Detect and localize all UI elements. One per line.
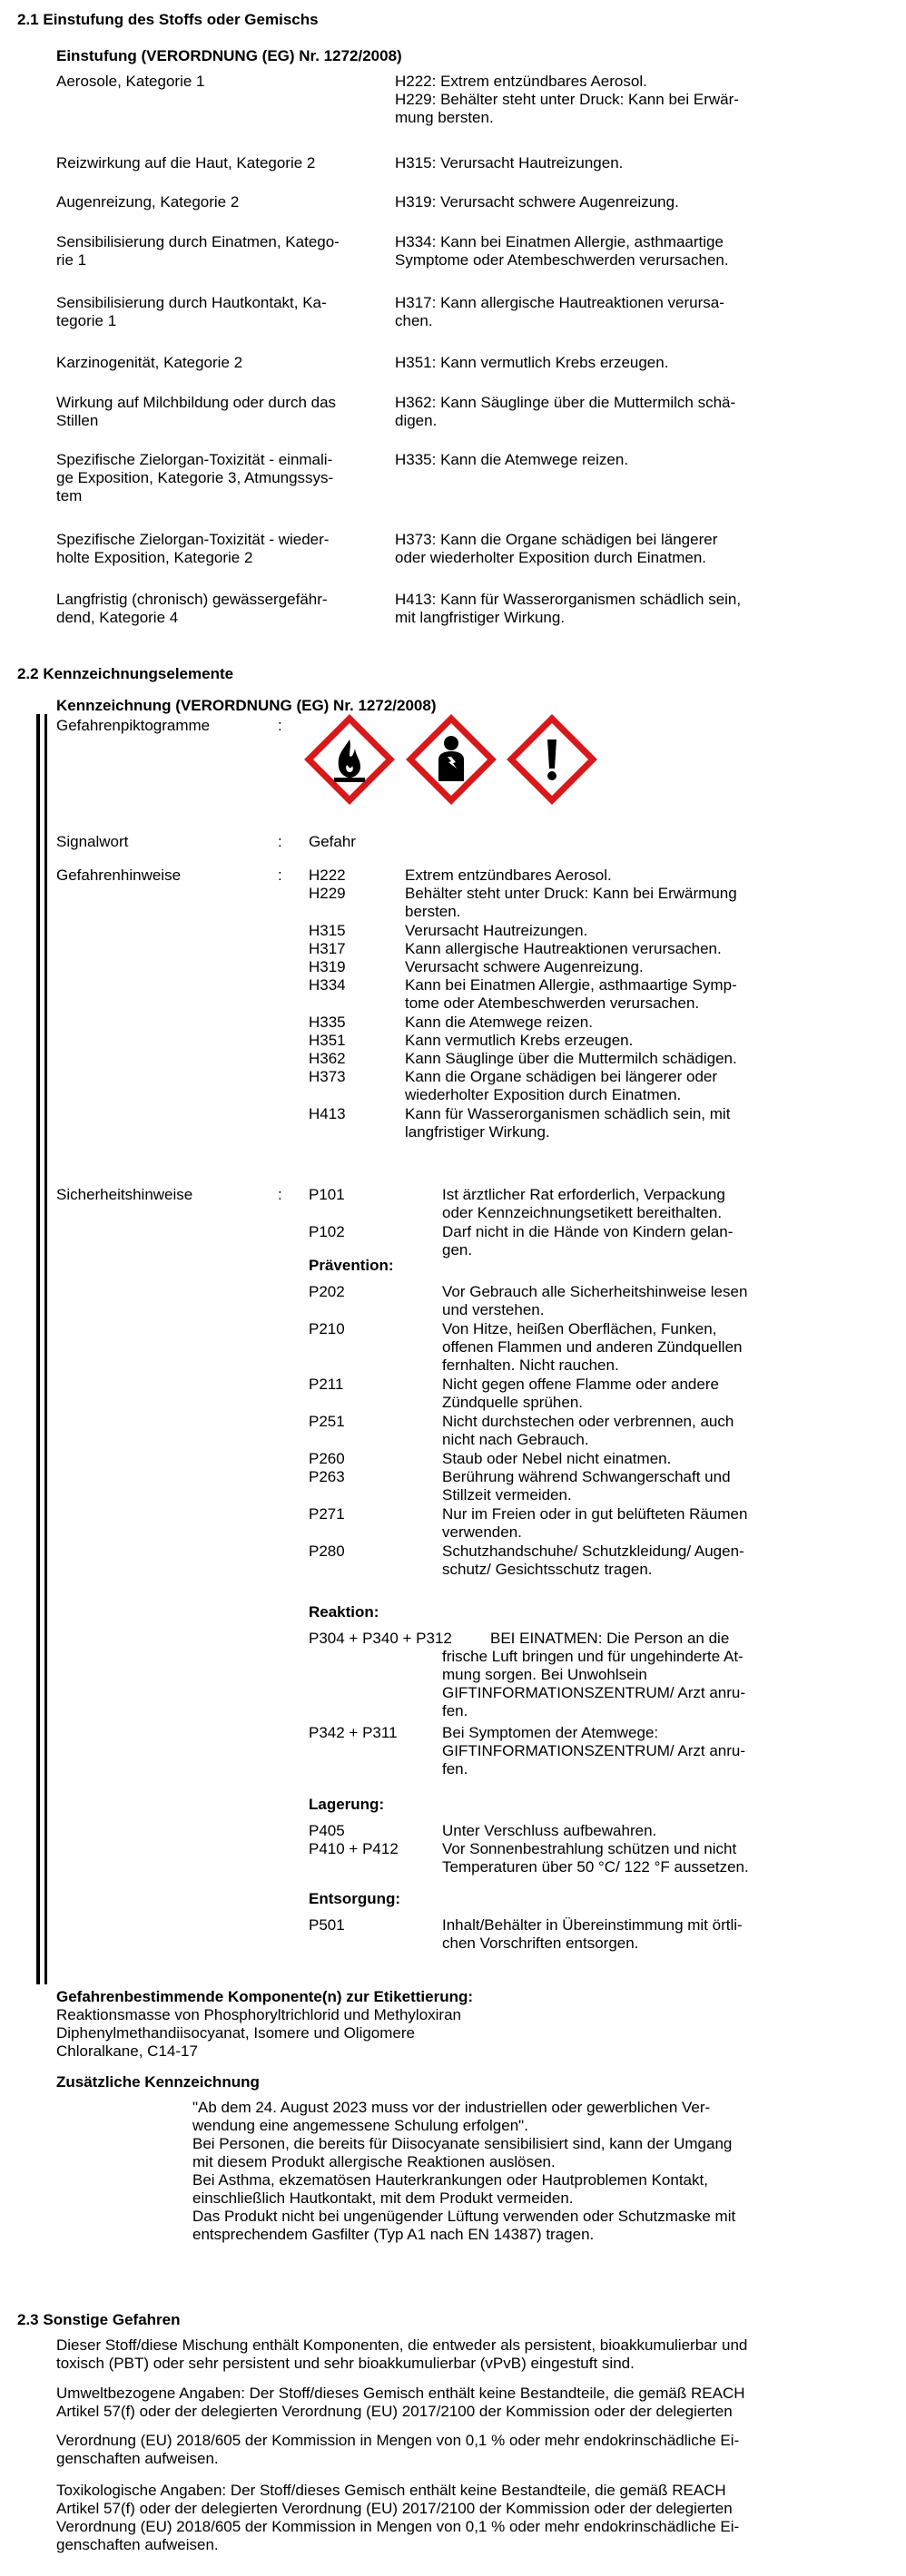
section-2-1-heading: 2.1 Einstufung des Stoffs oder Gemischs — [17, 11, 319, 28]
precaution-code: P210 — [309, 1320, 345, 1337]
hazard-text: Kann bei Einatmen Allergie, asthmaartige Symp- — [405, 976, 737, 994]
precaution-text: offenen Flammen und anderen Zündquellen — [442, 1338, 743, 1356]
other-hazards-paragraph: Umweltbezogene Angaben: Der Stoff/dieses Gemisch enthält keine Bestandteile, die gemäß REACH — [56, 2385, 745, 2402]
precaution-text: verwenden. — [442, 1523, 522, 1541]
disposal-heading: Entsorgung: — [309, 1890, 401, 1907]
precautionary-statements-label: Sicherheitshinweise — [56, 1186, 193, 1203]
classification-category: Sensibilisierung durch Einatmen, Katego- — [56, 233, 340, 250]
additional-text: Das Produkt nicht bei ungenügender Lüftung verwenden oder Schutzmaske mit — [192, 2208, 736, 2225]
hazard-statements-label: Gefahrenhinweise — [56, 867, 182, 884]
hazard-statement: H335: Kann die Atemwege reizen. — [395, 451, 629, 468]
reaction-text: GIFTINFORMATIONSZENTRUM/ Arzt anru- — [442, 1742, 746, 1759]
classification-category: ge Exposition, Kategorie 3, Atmungssys- — [56, 469, 334, 486]
hazard-statement: H315: Verursacht Hautreizungen. — [395, 154, 624, 171]
reaction-code: P342 + P311 — [309, 1724, 398, 1741]
additional-text: einschließlich Hautkontakt, mit dem Produkt vermeiden. — [192, 2189, 574, 2207]
hazard-text: tome oder Atembeschwerden verursachen. — [405, 994, 700, 1012]
precaution-text: Ist ärztlicher Rat erforderlich, Verpackung — [442, 1186, 725, 1203]
precaution-text: Inhalt/Behälter in Übereinstimmung mit örtli- — [442, 1916, 743, 1934]
classification-category: Aerosole, Kategorie 1 — [56, 73, 205, 90]
labelling-subheading: Kennzeichnung (VERORDNUNG (EG) Nr. 1272/2008) — [56, 697, 437, 714]
precaution-text: nicht nach Gebrauch. — [442, 1431, 589, 1448]
additional-text: "Ab dem 24. August 2023 muss vor der industriellen oder gewerblichen Ver- — [192, 2099, 711, 2116]
reaction-text: BEI EINATMEN: Die Person an die — [490, 1630, 730, 1647]
hazard-statement: H413: Kann für Wasserorganismen schädlich sein, — [395, 591, 742, 608]
precaution-code: P251 — [309, 1413, 345, 1430]
precaution-code: P211 — [309, 1376, 344, 1393]
hazard-code: H315 — [309, 922, 346, 939]
classification-category: rie 1 — [56, 251, 87, 269]
pictograms-label: Gefahrenpiktogramme — [56, 717, 211, 734]
precaution-text: Stillzeit vermeiden. — [442, 1486, 572, 1503]
classification-category: Spezifische Zielorgan-Toxizität - wieder- — [56, 531, 330, 548]
other-hazards-paragraph: Verordnung (EU) 2018/605 der Kommission in Mengen von 0,1 % oder mehr endokrinschädliche Ei- — [56, 2432, 740, 2449]
hazard-text: langfristiger Wirkung. — [405, 1123, 550, 1141]
precaution-text: Darf nicht in die Hände von Kindern gelan- — [442, 1223, 734, 1240]
precaution-text: und verstehen. — [442, 1301, 545, 1318]
other-hazards-paragraph: toxisch (PBT) oder sehr persistent und sehr bioakkumulierbar (vPvB) eingestuft sind. — [56, 2355, 635, 2372]
other-hazards-paragraph: genschaften aufweisen. — [56, 2450, 219, 2467]
reaction-code: P304 + P340 + P312 — [309, 1630, 452, 1647]
hazard-text: bersten. — [405, 903, 461, 920]
component-name: Chloralkane, C14-17 — [56, 2042, 198, 2060]
precaution-code: P202 — [309, 1283, 345, 1300]
precaution-code: P263 — [309, 1468, 345, 1485]
exclamation-pictogram-icon — [507, 714, 597, 805]
hazard-statement: H373: Kann die Organe schädigen bei längerer — [395, 531, 718, 548]
precaution-text: oder Kennzeichnungsetikett bereithalten. — [442, 1204, 723, 1221]
classification-category: Langfristig (chronisch) gewässergefähr- — [56, 591, 328, 608]
additional-text: Bei Asthma, ekzematösen Hauterkrankungen oder Hautproblemen Kontakt, — [192, 2171, 708, 2189]
precaution-code: P271 — [309, 1505, 345, 1523]
hazard-statement: H362: Kann Säuglinge über die Muttermilch schä- — [395, 394, 736, 411]
precaution-code: P280 — [309, 1543, 345, 1560]
precaution-text: chen Vorschriften entsorgen. — [442, 1934, 639, 1952]
hazard-code: H222 — [309, 867, 346, 884]
hazard-code: H334 — [309, 976, 346, 994]
hazard-text: Kann allergische Hautreaktionen verursachen. — [405, 940, 722, 957]
colon: : — [278, 717, 282, 734]
other-hazards-paragraph: Toxikologische Angaben: Der Stoff/dieses Gemisch enthält keine Bestandteile, die gemäß REACH — [56, 2482, 726, 2499]
hazard-statement: H317: Kann allergische Hautreaktionen verursa- — [395, 294, 724, 311]
reaction-text: frische Luft bringen und für ungehinderte At- — [442, 1648, 744, 1665]
hazard-text: Behälter steht unter Druck: Kann bei Erwärmung — [405, 885, 737, 902]
precaution-text: Vor Gebrauch alle Sicherheitshinweise lesen — [442, 1283, 748, 1300]
reaction-heading: Reaktion: — [309, 1603, 379, 1621]
section-2-3-heading: 2.3 Sonstige Gefahren — [17, 2311, 181, 2328]
revision-bar — [36, 714, 40, 1984]
precaution-code: P405 — [309, 1822, 345, 1839]
classification-category: Spezifische Zielorgan-Toxizität - einmali- — [56, 451, 333, 468]
classification-subheading: Einstufung (VERORDNUNG (EG) Nr. 1272/2008) — [56, 47, 402, 64]
classification-category: holte Exposition, Kategorie 2 — [56, 549, 253, 566]
precaution-text: Staub oder Nebel nicht einatmen. — [442, 1450, 672, 1467]
precaution-text: Nicht gegen offene Flamme oder andere — [442, 1376, 719, 1393]
classification-category: Reizwirkung auf die Haut, Kategorie 2 — [56, 154, 316, 171]
hazard-text: wiederholter Exposition durch Einatmen. — [405, 1086, 682, 1103]
classification-category: Wirkung auf Milchbildung oder durch das — [56, 394, 337, 411]
signal-word-label: Signalwort — [56, 833, 129, 850]
hazard-code: H362 — [309, 1050, 346, 1067]
revision-bar — [44, 714, 47, 1984]
hazard-code: H335 — [309, 1014, 346, 1031]
hazard-statement: mit langfristiger Wirkung. — [395, 609, 566, 626]
hazard-code: H319 — [309, 958, 346, 975]
reaction-text: GIFTINFORMATIONSZENTRUM/ Arzt anru- — [442, 1684, 746, 1701]
classification-category: dend, Kategorie 4 — [56, 609, 179, 626]
additional-text: entsprechendem Gasfilter (Typ A1 nach EN 14387) tragen. — [192, 2226, 595, 2243]
reaction-text: mung sorgen. Bei Unwohlsein — [442, 1666, 647, 1683]
hazard-code: H351 — [309, 1032, 346, 1049]
component-name: Reaktionsmasse von Phosphoryltrichlorid und Methyloxiran — [56, 2006, 461, 2023]
section-2-2-heading: 2.2 Kennzeichnungselemente — [17, 665, 234, 682]
component-name: Diphenylmethandiisocyanat, Isomere und Oligomere — [56, 2024, 415, 2042]
hazard-text: Kann die Atemwege reizen. — [405, 1014, 593, 1031]
classification-category: tegorie 1 — [56, 312, 117, 329]
precaution-text: Schutzhandschuhe/ Schutzkleidung/ Augen- — [442, 1543, 744, 1560]
other-hazards-paragraph: Verordnung (EU) 2018/605 der Kommission in Mengen von 0,1 % oder mehr endokrinschädliche Ei- — [56, 2518, 740, 2535]
hazard-statement: oder wiederholter Exposition durch Einatmen. — [395, 549, 707, 566]
precaution-text: Von Hitze, heißen Oberflächen, Funken, — [442, 1320, 717, 1337]
colon: : — [278, 1186, 282, 1203]
precaution-code: P501 — [309, 1916, 345, 1934]
reaction-text: fen. — [442, 1702, 468, 1719]
hazard-statement: chen. — [395, 312, 433, 329]
reaction-text: fen. — [442, 1760, 468, 1778]
other-hazards-paragraph: Dieser Stoff/diese Mischung enthält Komponenten, die entweder als persistent, bioakkumulierbar und — [56, 2336, 748, 2354]
precaution-text: Berührung während Schwangerschaft und — [442, 1468, 731, 1485]
precaution-text: Zündquelle sprühen. — [442, 1394, 584, 1411]
precaution-text: schutz/ Gesichtsschutz tragen. — [442, 1561, 653, 1578]
hazard-statement: H334: Kann bei Einatmen Allergie, asthmaartige — [395, 233, 724, 250]
hazard-statement: digen. — [395, 412, 438, 429]
precaution-text: gen. — [442, 1241, 473, 1259]
other-hazards-paragraph: Artikel 57(f) oder der delegierten Verordnung (EU) 2017/2100 der Kommission oder der delegierten — [56, 2403, 733, 2420]
hazard-statement: H351: Kann vermutlich Krebs erzeugen. — [395, 354, 669, 371]
additional-text: Bei Personen, die bereits für Diisocyanate sensibilisiert sind, kann der Umgang — [192, 2135, 733, 2152]
additional-text: mit diesem Produkt allergische Reaktionen auslösen. — [192, 2153, 556, 2170]
classification-category: Augenreizung, Kategorie 2 — [56, 193, 240, 211]
hazard-statement: H222: Extrem entzündbares Aerosol. — [395, 73, 647, 90]
hazard-statement: H229: Behälter steht unter Druck: Kann bei Erwär- — [395, 91, 739, 108]
hazard-statement: Symptome oder Atembeschwerden verursachen. — [395, 251, 729, 269]
precaution-code: P260 — [309, 1450, 345, 1467]
hazard-text: Verursacht schwere Augenreizung. — [405, 958, 644, 975]
precaution-code: P410 + P412 — [309, 1840, 399, 1857]
precaution-text: Vor Sonnenbestrahlung schützen und nicht — [442, 1840, 737, 1857]
precaution-code: P101 — [309, 1186, 345, 1203]
storage-heading: Lagerung: — [309, 1796, 385, 1813]
additional-text: wendung eine angemessene Schulung erfolgen". — [192, 2117, 528, 2134]
precaution-text: Temperaturen über 50 °C/ 122 °F aussetzen. — [442, 1858, 749, 1876]
hazard-text: Extrem entzündbares Aerosol. — [405, 867, 612, 884]
hazard-code: H373 — [309, 1068, 346, 1085]
hazard-statement: mung bersten. — [395, 109, 494, 126]
classification-category: Karzinogenität, Kategorie 2 — [56, 354, 243, 371]
prevention-heading: Prävention: — [309, 1257, 394, 1274]
precaution-code: P102 — [309, 1223, 345, 1240]
hazard-code: H229 — [309, 885, 346, 902]
classification-category: Sensibilisierung durch Hautkontakt, Ka- — [56, 294, 327, 311]
precaution-text: Unter Verschluss aufbewahren. — [442, 1822, 657, 1839]
other-hazards-paragraph: Artikel 57(f) oder der delegierten Verordnung (EU) 2017/2100 der Kommission oder der delegierten — [56, 2500, 733, 2517]
signal-word-value: Gefahr — [309, 833, 356, 850]
additional-labelling-heading: Zusätzliche Kennzeichnung — [56, 2073, 260, 2091]
hazard-statement: H319: Verursacht schwere Augenreizung. — [395, 193, 679, 211]
colon: : — [278, 833, 282, 850]
hazard-text: Kann Säuglinge über die Muttermilch schädigen. — [405, 1050, 737, 1067]
classification-category: tem — [56, 487, 83, 504]
hazard-code: H413 — [309, 1105, 346, 1122]
components-heading: Gefahrenbestimmende Komponente(n) zur Etikettierung: — [56, 1988, 474, 2005]
hazard-text: Kann für Wasserorganismen schädlich sein, mit — [405, 1105, 731, 1122]
reaction-text: Bei Symptomen der Atemwege: — [442, 1724, 659, 1741]
precaution-text: Nicht durchstechen oder verbrennen, auch — [442, 1413, 734, 1430]
hazard-text: Verursacht Hautreizungen. — [405, 922, 588, 939]
hazard-text: Kann vermutlich Krebs erzeugen. — [405, 1032, 634, 1049]
flame-pictogram-icon — [304, 714, 395, 805]
hazard-code: H317 — [309, 940, 346, 957]
precaution-text: fernhalten. Nicht rauchen. — [442, 1357, 619, 1374]
classification-category: Stillen — [56, 412, 99, 429]
precaution-text: Nur im Freien oder in gut belüfteten Räumen — [442, 1505, 748, 1523]
health-hazard-pictogram-icon — [406, 714, 497, 805]
hazard-text: Kann die Organe schädigen bei längerer oder — [405, 1068, 718, 1085]
colon: : — [278, 867, 282, 884]
other-hazards-paragraph: genschaften aufweisen. — [56, 2536, 219, 2553]
